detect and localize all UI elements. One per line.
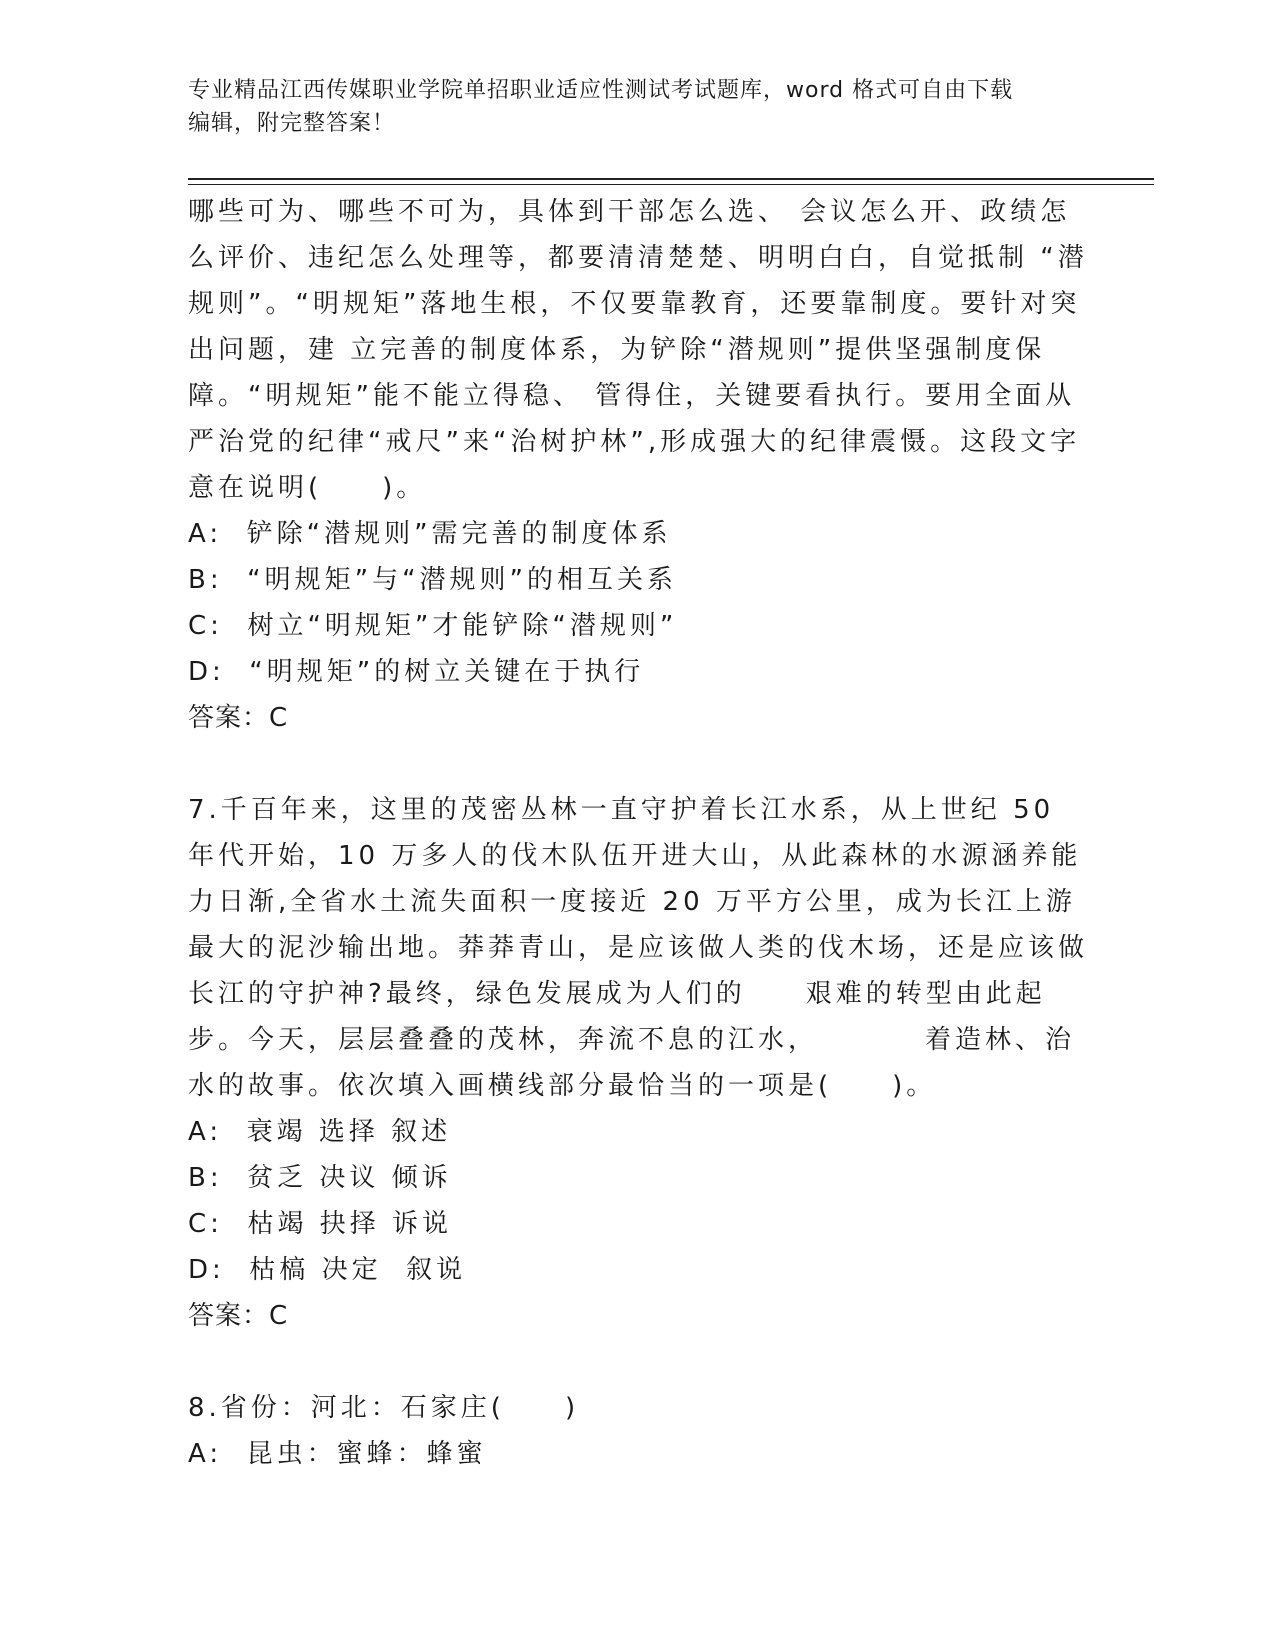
question-7 <box>188 787 1088 1339</box>
question-6-option-d: D: “明规矩”的树立关键在于执行 <box>188 657 645 687</box>
question-6-text: 哪些可为、哪些不可为，具体到干部怎么选、 会议怎么开、政绩怎么评价、违纪怎么处理等，都要清清楚楚、明明白白，自觉抵制 “潜规则”。“明规矩”落地生根，不仅要靠教育，还要靠制度。要针对突出问题，建 立完善的制度体系，为铲除“潜规则”提供坚强制度保障。“明规矩”能不能立得稳、 管得住，关键要看执行。要用全面从严治党的纪律“戒尺”来“治树护林”,形成强大的纪律震慑。这段文字意在说明( )。 <box>188 197 1088 503</box>
question-6-option-b: B: “明规矩”与“潜规则”的相互关系 <box>188 565 678 595</box>
question-8-option-a: A: 昆虫：蜜蜂：蜂蜜 <box>188 1439 487 1469</box>
page-header <box>188 74 1088 140</box>
page-content <box>188 189 1088 1477</box>
question-7-option-d: D: 枯槁 决定 叙说 <box>188 1255 467 1285</box>
question-8-text: 8.省份：河北：石家庄( ) <box>188 1393 580 1423</box>
question-7-answer: 答案：C <box>188 1301 289 1331</box>
spacer <box>188 741 1088 787</box>
question-7-option-c: C: 枯竭 抉择 诉说 <box>188 1209 452 1239</box>
question-6-option-a: A: 铲除“潜规则”需完善的制度体系 <box>188 519 672 549</box>
question-7-option-a: A: 衰竭 选择 叙述 <box>188 1117 452 1147</box>
question-6-answer: 答案：C <box>188 703 289 733</box>
spacer <box>188 1339 1088 1385</box>
question-7-text: 7.千百年来，这里的茂密丛林一直守护着长江水系，从上世纪 50 年代开始，10 万多人的伐木队伍开进大山，从此森林的水源涵养能力日渐,全省水土流失面积一度接近 20 万平方公里，成为长江上游最大的泥沙输出地。莽莽青山，是应该做人类的伐木场，还是应该做长江的守护神?最终，绿色发展成为人们的 艰难的转型由此起步。今天，层层叠叠的茂林，奔流不息的江水， 着造林、治水的故事。依次填入画横线部分最恰当的一项是( )。 <box>188 795 1089 1101</box>
header-line-2: 编辑，附完整答案！ <box>188 111 396 136</box>
question-7-option-b: B: 贫乏 决议 倾诉 <box>188 1163 452 1193</box>
question-6 <box>188 189 1088 741</box>
question-6-option-c: C: 树立“明规矩”才能铲除“潜规则” <box>188 611 678 641</box>
header-rule-thick <box>188 178 1154 180</box>
question-8 <box>188 1385 1088 1477</box>
header-line-1: 专业精品江西传媒职业学院单招职业适应性测试考试题库，word 格式可自由下载 <box>188 78 1014 103</box>
header-rule-thin <box>188 184 1154 185</box>
